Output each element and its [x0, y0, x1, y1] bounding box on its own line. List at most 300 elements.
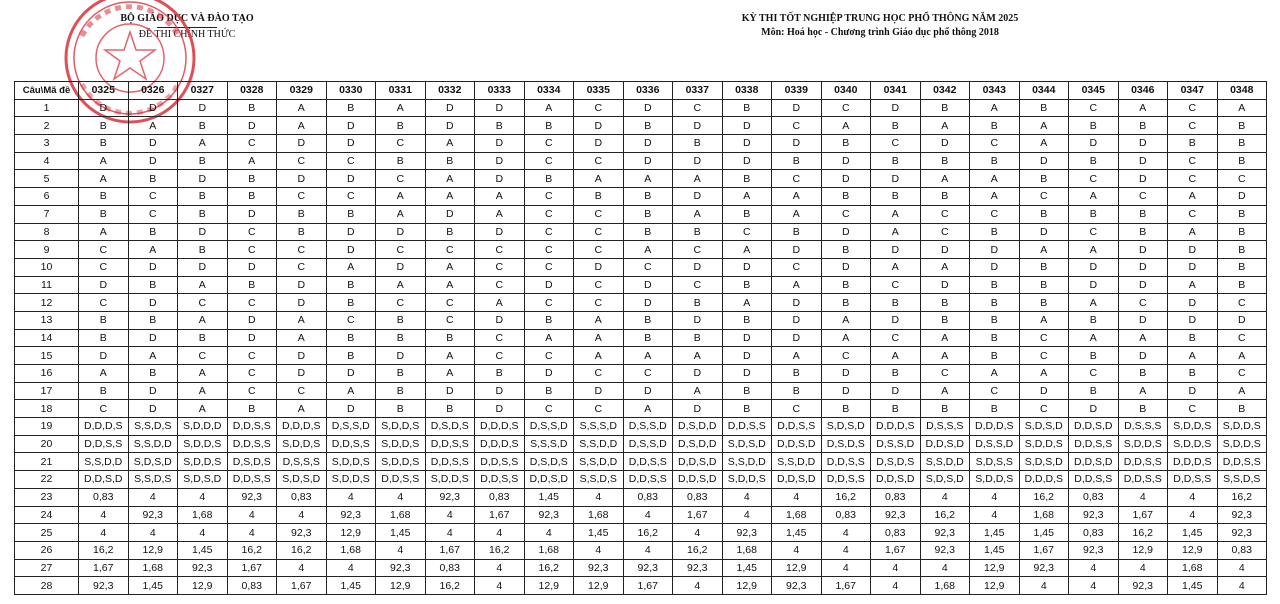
answer-cell: 4 — [871, 559, 921, 577]
question-number: 23 — [15, 488, 79, 506]
table-row — [15, 435, 1267, 453]
answer-cell: C — [524, 205, 574, 223]
answer-cell: B — [1217, 223, 1267, 241]
answer-cell: B — [227, 400, 277, 418]
question-number: 28 — [15, 577, 79, 595]
answer-cell: C — [1069, 365, 1119, 383]
answer-cell: S,D,S,D — [821, 418, 871, 436]
answer-cell: D,S,S,D — [623, 435, 673, 453]
answer-cell: D — [871, 241, 921, 259]
answer-cell: A — [1019, 241, 1069, 259]
answer-cell: B — [821, 241, 871, 259]
answer-cell: 12,9 — [574, 577, 624, 595]
answer-cell: D — [722, 117, 772, 135]
answer-cell: D,D,D,S — [1019, 471, 1069, 489]
answer-cell: A — [376, 99, 426, 117]
answer-cell: D — [1168, 294, 1218, 312]
answer-cell: 1,68 — [920, 577, 970, 595]
answer-cell: S,S,D,S — [574, 471, 624, 489]
exam-code-header: 0326 — [128, 82, 178, 100]
answer-cell: A — [821, 329, 871, 347]
table-row — [15, 99, 1267, 117]
answer-cell: B — [79, 205, 129, 223]
answer-cell: 4 — [1118, 559, 1168, 577]
question-number: 6 — [15, 188, 79, 206]
question-number: 16 — [15, 365, 79, 383]
answer-cell: D — [1069, 400, 1119, 418]
answer-cell: D — [772, 294, 822, 312]
answer-cell: A — [128, 347, 178, 365]
answer-cell: A — [920, 382, 970, 400]
answer-cell: A — [920, 170, 970, 188]
table-row — [15, 329, 1267, 347]
answer-cell: C — [1217, 365, 1267, 383]
answer-cell: B — [79, 382, 129, 400]
answer-cell: C — [1168, 170, 1218, 188]
answer-cell: 92,3 — [79, 577, 129, 595]
answer-cell: 12,9 — [326, 524, 376, 542]
answer-cell: B — [821, 188, 871, 206]
answer-cell: B — [1069, 347, 1119, 365]
answer-cell: S,S,D,D — [772, 453, 822, 471]
answer-cell: B — [376, 382, 426, 400]
answer-cell: D,S,S,D — [970, 435, 1020, 453]
answer-cell: B — [326, 329, 376, 347]
answer-cell: D,D,D,S — [970, 418, 1020, 436]
answer-cell: B — [128, 276, 178, 294]
answer-cell: B — [128, 311, 178, 329]
answer-cell: C — [1069, 223, 1119, 241]
answer-cell: S,D,D,S — [326, 471, 376, 489]
answer-cell: C — [1217, 329, 1267, 347]
answer-cell: 16,2 — [920, 506, 970, 524]
answer-cell: B — [178, 188, 228, 206]
answer-cell: D,D,S,D — [673, 453, 723, 471]
answer-cell: D — [722, 365, 772, 383]
answer-cell: 4 — [475, 577, 525, 595]
answer-cell: C — [277, 382, 327, 400]
answer-cell: B — [574, 188, 624, 206]
answer-cell: A — [178, 382, 228, 400]
answer-cell: A — [772, 205, 822, 223]
answer-cell: D — [376, 258, 426, 276]
answer-cell: D,S,S,D — [871, 435, 921, 453]
answer-cell: 4 — [1019, 577, 1069, 595]
answer-cell: 12,9 — [128, 541, 178, 559]
answer-cell: C — [277, 188, 327, 206]
answer-cell: 12,9 — [970, 577, 1020, 595]
exam-code-header: 0338 — [722, 82, 772, 100]
answer-cell: D — [227, 311, 277, 329]
answer-cell: D — [623, 99, 673, 117]
answer-cell: 92,3 — [772, 577, 822, 595]
answer-cell: D — [128, 99, 178, 117]
answer-cell: D — [475, 170, 525, 188]
answer-cell: S,S,D,S — [128, 418, 178, 436]
answer-cell: B — [772, 152, 822, 170]
answer-cell: C — [722, 223, 772, 241]
answer-cell: C — [524, 347, 574, 365]
answer-cell: C — [227, 382, 277, 400]
answer-cell: S,D,D,S — [376, 418, 426, 436]
answer-cell: A — [821, 117, 871, 135]
answer-cell: D — [425, 382, 475, 400]
answer-cell: B — [376, 117, 426, 135]
answer-cell: D — [1118, 135, 1168, 153]
answer-cell: 16,2 — [1019, 488, 1069, 506]
answer-cell: A — [1168, 223, 1218, 241]
answer-cell: D — [227, 258, 277, 276]
answer-cell: C — [623, 258, 673, 276]
answer-cell: B — [970, 329, 1020, 347]
answer-cell: 4 — [920, 559, 970, 577]
answer-cell: D — [1069, 135, 1119, 153]
answer-cell: D,D,S,D — [772, 435, 822, 453]
answer-cell: D — [623, 294, 673, 312]
answer-cell: 16,2 — [425, 577, 475, 595]
answer-cell: B — [326, 99, 376, 117]
answer-cell: 1,68 — [524, 541, 574, 559]
answer-cell: D — [1118, 276, 1168, 294]
table-row — [15, 205, 1267, 223]
answer-cell: A — [277, 117, 327, 135]
answer-cell: A — [79, 170, 129, 188]
answer-cell: B — [376, 311, 426, 329]
answer-cell: B — [376, 365, 426, 383]
answer-cell: S,D,S,D — [722, 435, 772, 453]
answer-cell: D,D,S,D — [524, 471, 574, 489]
answer-cell: B — [1118, 223, 1168, 241]
answer-cell: D,D,S,S — [1168, 471, 1218, 489]
answer-cell: S,D,D,S — [970, 471, 1020, 489]
table-row — [15, 418, 1267, 436]
answer-cell: D — [524, 365, 574, 383]
answer-cell: D — [1118, 152, 1168, 170]
answer-cell: 16,2 — [1217, 488, 1267, 506]
answer-cell: S,D,D,S — [1217, 418, 1267, 436]
answer-cell: D — [673, 365, 723, 383]
answer-cell: B — [722, 276, 772, 294]
answer-cell: A — [574, 347, 624, 365]
answer-cell: 92,3 — [326, 506, 376, 524]
answer-cell: B — [1217, 152, 1267, 170]
answer-cell: 0,83 — [1069, 524, 1119, 542]
answer-cell: D — [425, 205, 475, 223]
answer-cell: A — [128, 117, 178, 135]
answer-cell: C — [871, 135, 921, 153]
answer-cell: 92,3 — [623, 559, 673, 577]
answer-cell: D,D,S,D — [79, 471, 129, 489]
answer-cell: C — [920, 205, 970, 223]
answer-cell: 1,45 — [772, 524, 822, 542]
answer-cell: D — [1118, 241, 1168, 259]
answer-cell: A — [920, 347, 970, 365]
answer-cell: C — [970, 135, 1020, 153]
table-row — [15, 559, 1267, 577]
table-row — [15, 241, 1267, 259]
answer-cell: B — [920, 400, 970, 418]
exam-code-header: 0347 — [1168, 82, 1218, 100]
answer-cell: C — [227, 223, 277, 241]
answer-cell: D — [1118, 258, 1168, 276]
answer-cell: D — [1118, 311, 1168, 329]
answer-key-table — [14, 81, 1267, 595]
answer-cell: D — [79, 347, 129, 365]
answer-cell: 4 — [227, 506, 277, 524]
answer-cell: D — [722, 258, 772, 276]
answer-cell: S,D,D,D — [178, 418, 228, 436]
question-number: 19 — [15, 418, 79, 436]
answer-cell: A — [79, 152, 129, 170]
answer-cell: D — [772, 329, 822, 347]
answer-cell: B — [871, 117, 921, 135]
answer-cell: B — [821, 135, 871, 153]
answer-cell: 4 — [574, 488, 624, 506]
answer-cell: D — [128, 400, 178, 418]
answer-cell: C — [227, 347, 277, 365]
answer-cell: C — [772, 117, 822, 135]
answer-cell: B — [623, 205, 673, 223]
answer-cell: S,S,D,D — [574, 435, 624, 453]
answer-cell: B — [425, 329, 475, 347]
answer-cell: 4 — [821, 541, 871, 559]
exam-code-header: 0346 — [1118, 82, 1168, 100]
answer-cell: D — [623, 276, 673, 294]
answer-cell: 1,67 — [821, 577, 871, 595]
answer-cell: 1,45 — [1168, 577, 1218, 595]
answer-cell: D,D,D,S — [277, 418, 327, 436]
answer-cell: D,S,D,S — [871, 453, 921, 471]
answer-cell: 92,3 — [425, 488, 475, 506]
answer-cell: D — [128, 329, 178, 347]
answer-cell: D — [227, 205, 277, 223]
answer-cell: 0,83 — [425, 559, 475, 577]
answer-cell: S,D,D,S — [1168, 418, 1218, 436]
answer-cell: A — [128, 241, 178, 259]
answer-cell: 12,9 — [524, 577, 574, 595]
answer-cell: D — [920, 276, 970, 294]
answer-cell: A — [871, 347, 921, 365]
table-row — [15, 488, 1267, 506]
answer-cell: S,S,D,D — [920, 453, 970, 471]
answer-cell: C — [673, 276, 723, 294]
answer-cell: C — [326, 311, 376, 329]
exam-code-header: 0336 — [623, 82, 673, 100]
answer-cell: A — [524, 329, 574, 347]
answer-cell: C — [524, 241, 574, 259]
answer-cell: C — [524, 135, 574, 153]
answer-cell: 16,2 — [277, 541, 327, 559]
answer-cell: D,S,D,S — [227, 453, 277, 471]
answer-cell: B — [673, 135, 723, 153]
answer-cell: D — [623, 382, 673, 400]
answer-cell: D — [821, 170, 871, 188]
answer-cell: D — [871, 382, 921, 400]
answer-cell: C — [970, 205, 1020, 223]
answer-cell: B — [920, 99, 970, 117]
table-row — [15, 135, 1267, 153]
answer-cell: 4 — [1217, 577, 1267, 595]
answer-cell: A — [376, 205, 426, 223]
answer-cell: S,D,D,S — [1118, 435, 1168, 453]
answer-cell: C — [1168, 205, 1218, 223]
answer-cell: D — [574, 382, 624, 400]
answer-cell: C — [227, 241, 277, 259]
answer-cell: C — [821, 205, 871, 223]
answer-cell: C — [524, 258, 574, 276]
answer-cell: A — [1019, 135, 1069, 153]
answer-cell: 1,45 — [178, 541, 228, 559]
answer-cell: 4 — [623, 541, 673, 559]
answer-cell: B — [524, 170, 574, 188]
answer-cell: A — [920, 258, 970, 276]
answer-cell: C — [178, 347, 228, 365]
answer-cell: C — [524, 400, 574, 418]
answer-cell: B — [178, 205, 228, 223]
answer-cell: C — [1217, 294, 1267, 312]
answer-cell: 12,9 — [772, 559, 822, 577]
answer-cell: 4 — [376, 488, 426, 506]
answer-cell: A — [673, 205, 723, 223]
answer-cell: D — [970, 241, 1020, 259]
answer-cell: B — [1217, 241, 1267, 259]
table-row — [15, 152, 1267, 170]
answer-cell: 92,3 — [178, 559, 228, 577]
answer-cell: A — [871, 258, 921, 276]
answer-cell: C — [277, 152, 327, 170]
table-row — [15, 223, 1267, 241]
answer-cell: S,D,D,S — [326, 453, 376, 471]
answer-cell: 1,45 — [970, 541, 1020, 559]
answer-cell: 4 — [821, 524, 871, 542]
question-number: 27 — [15, 559, 79, 577]
answer-cell: D,D,S,S — [79, 435, 129, 453]
answer-cell: C — [574, 99, 624, 117]
answer-cell: C — [79, 294, 129, 312]
question-number: 10 — [15, 258, 79, 276]
answer-cell: S,D,D,S — [277, 435, 327, 453]
answer-cell: C — [475, 347, 525, 365]
answer-cell: 4 — [1118, 488, 1168, 506]
answer-cell: 0,83 — [871, 488, 921, 506]
answer-cell: D — [1168, 258, 1218, 276]
answer-cell: B — [920, 294, 970, 312]
answer-cell: 0,83 — [673, 488, 723, 506]
answer-cell: S,D,S,D — [920, 471, 970, 489]
answer-cell: D,S,S,D — [326, 418, 376, 436]
answer-cell: A — [376, 276, 426, 294]
answer-cell: A — [178, 311, 228, 329]
answer-cell: B — [326, 294, 376, 312]
answer-cell: D,D,S,S — [1069, 471, 1119, 489]
answer-cell: B — [1019, 205, 1069, 223]
answer-cell: B — [227, 188, 277, 206]
answer-cell: 16,2 — [1118, 524, 1168, 542]
answer-cell: D,D,S,S — [821, 453, 871, 471]
answer-cell: B — [1217, 135, 1267, 153]
answer-cell: D — [128, 258, 178, 276]
answer-cell: 16,2 — [524, 559, 574, 577]
answer-cell: A — [673, 347, 723, 365]
answer-cell: D,D,S,S — [227, 418, 277, 436]
table-row — [15, 347, 1267, 365]
answer-cell: 4 — [475, 524, 525, 542]
answer-cell: A — [1217, 99, 1267, 117]
answer-cell: 0,83 — [227, 577, 277, 595]
answer-cell: D — [178, 223, 228, 241]
answer-cell: B — [623, 188, 673, 206]
answer-cell: 4 — [475, 559, 525, 577]
answer-cell: B — [920, 188, 970, 206]
answer-cell: S,D,S,D — [178, 471, 228, 489]
answer-cell: 1,67 — [1019, 541, 1069, 559]
exam-code-header: 0332 — [425, 82, 475, 100]
table-row — [15, 506, 1267, 524]
exam-code-header: 0334 — [524, 82, 574, 100]
exam-title: KỲ THI TỐT NGHIỆP TRUNG HỌC PHỔ THÔNG NĂM 2025 — [741, 13, 1019, 24]
answer-cell: D,S,D,D — [673, 435, 723, 453]
answer-cell: B — [722, 99, 772, 117]
answer-cell: C — [871, 276, 921, 294]
answer-cell: 16,2 — [623, 524, 673, 542]
answer-cell: D,S,D,S — [524, 453, 574, 471]
table-header — [15, 82, 1267, 100]
answer-cell: C — [1019, 329, 1069, 347]
answer-cell: 1,68 — [1168, 559, 1218, 577]
answer-cell: A — [79, 365, 129, 383]
answer-cell: C — [574, 276, 624, 294]
answer-cell: 1,45 — [376, 524, 426, 542]
answer-cell: 1,45 — [722, 559, 772, 577]
answer-cell: C — [623, 365, 673, 383]
answer-cell: 92,3 — [277, 524, 327, 542]
answer-cell: D — [673, 258, 723, 276]
answer-cell: B — [722, 311, 772, 329]
answer-cell: A — [79, 223, 129, 241]
answer-cell: A — [425, 365, 475, 383]
answer-cell: B — [1118, 205, 1168, 223]
answer-cell: 12,9 — [970, 559, 1020, 577]
answer-cell: B — [821, 400, 871, 418]
answer-cell: A — [970, 170, 1020, 188]
answer-cell: B — [673, 294, 723, 312]
answer-cell: D — [475, 223, 525, 241]
answer-cell: 4 — [1069, 559, 1119, 577]
answer-cell: D — [277, 347, 327, 365]
table-row — [15, 524, 1267, 542]
table-row — [15, 311, 1267, 329]
answer-cell: D — [1118, 170, 1168, 188]
exam-code-header: 0348 — [1217, 82, 1267, 100]
answer-cell: C — [79, 241, 129, 259]
answer-cell: D,D,D,S — [871, 418, 921, 436]
answer-cell: B — [475, 117, 525, 135]
answer-cell: A — [920, 329, 970, 347]
answer-cell: 16,2 — [79, 541, 129, 559]
answer-cell: C — [920, 365, 970, 383]
answer-cell: A — [425, 170, 475, 188]
answer-cell: B — [326, 205, 376, 223]
answer-cell: C — [326, 152, 376, 170]
exam-code-header: 0335 — [574, 82, 624, 100]
answer-cell: B — [1168, 135, 1218, 153]
exam-code-header: 0330 — [326, 82, 376, 100]
answer-cell: S,S,D,D — [128, 435, 178, 453]
answer-cell: D — [326, 135, 376, 153]
answer-cell: D,D,S,S — [376, 471, 426, 489]
answer-cell: 4 — [772, 488, 822, 506]
answer-cell: S,D,D,S — [722, 471, 772, 489]
